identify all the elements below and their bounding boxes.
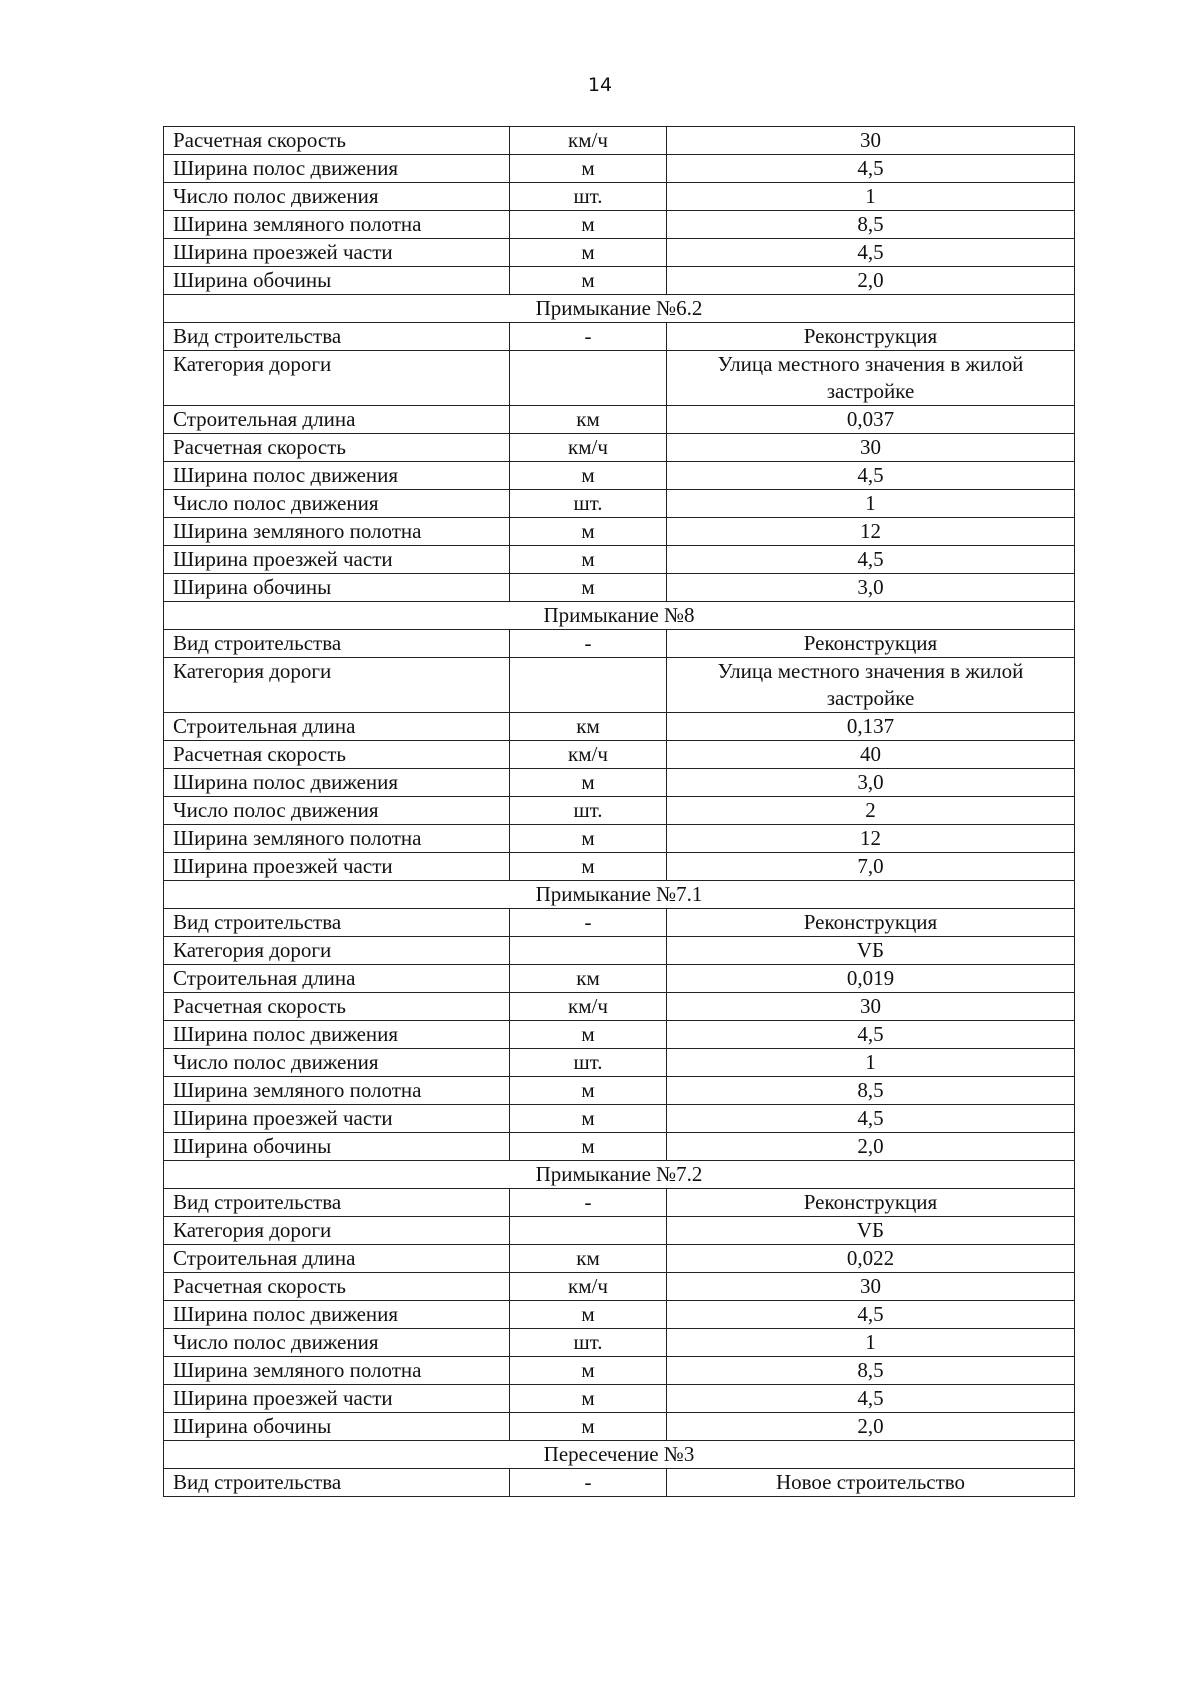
value-cell: 4,5: [667, 1021, 1075, 1049]
unit-cell: км/ч: [510, 127, 667, 155]
unit-cell: м: [510, 1301, 667, 1329]
value-cell: 1: [667, 1049, 1075, 1077]
value-cell: 30: [667, 127, 1075, 155]
table-row: [164, 1357, 1075, 1385]
value-cell: 2,0: [667, 1413, 1075, 1441]
table-row: [164, 239, 1075, 267]
parameter-cell: Расчетная скорость: [164, 127, 510, 155]
unit-cell: км: [510, 1245, 667, 1273]
table-row: [164, 658, 1075, 713]
table-row: [164, 965, 1075, 993]
value-cell: Улица местного значения в жилой застройке: [667, 351, 1075, 406]
section-header-row: [164, 881, 1075, 909]
value-cell: 4,5: [667, 1105, 1075, 1133]
parameter-cell: Расчетная скорость: [164, 434, 510, 462]
value-cell: Улица местного значения в жилой застройке: [667, 658, 1075, 713]
parameter-cell: Число полос движения: [164, 1049, 510, 1077]
unit-cell: -: [510, 909, 667, 937]
table-row: [164, 713, 1075, 741]
unit-cell: м: [510, 769, 667, 797]
table-row: [164, 1301, 1075, 1329]
table-row: [164, 993, 1075, 1021]
unit-cell: км/ч: [510, 434, 667, 462]
unit-cell: шт.: [510, 1329, 667, 1357]
parameter-cell: Ширина земляного полотна: [164, 1077, 510, 1105]
parameter-cell: Строительная длина: [164, 713, 510, 741]
section-header-row: [164, 602, 1075, 630]
table-row: [164, 1413, 1075, 1441]
parameter-cell: Строительная длина: [164, 965, 510, 993]
table-row: [164, 490, 1075, 518]
parameter-cell: Ширина полос движения: [164, 769, 510, 797]
table-row: [164, 1385, 1075, 1413]
value-cell: 40: [667, 741, 1075, 769]
table-row: [164, 183, 1075, 211]
unit-cell: шт.: [510, 1049, 667, 1077]
value-cell: Новое строительство: [667, 1469, 1075, 1497]
unit-cell: м: [510, 211, 667, 239]
section-title: Пересечение №3: [164, 1441, 1075, 1469]
value-cell: 8,5: [667, 211, 1075, 239]
unit-cell: км: [510, 406, 667, 434]
parameter-cell: Ширина полос движения: [164, 1021, 510, 1049]
table-row: [164, 462, 1075, 490]
parameter-cell: Расчетная скорость: [164, 741, 510, 769]
value-cell: 12: [667, 825, 1075, 853]
unit-cell: [510, 351, 667, 406]
value-cell: 1: [667, 183, 1075, 211]
value-cell: 8,5: [667, 1077, 1075, 1105]
table-row: [164, 1469, 1075, 1497]
unit-cell: м: [510, 462, 667, 490]
table-row: [164, 1133, 1075, 1161]
parameter-cell: Ширина земляного полотна: [164, 1357, 510, 1385]
parameter-cell: Ширина проезжей части: [164, 1385, 510, 1413]
unit-cell: м: [510, 1021, 667, 1049]
parameter-cell: Вид строительства: [164, 1469, 510, 1497]
table-row: [164, 434, 1075, 462]
parameter-cell: Расчетная скорость: [164, 993, 510, 1021]
value-cell: 0,019: [667, 965, 1075, 993]
table-row: [164, 518, 1075, 546]
unit-cell: [510, 1217, 667, 1245]
table-body: [164, 127, 1075, 1497]
unit-cell: м: [510, 574, 667, 602]
page-number: 14: [587, 74, 613, 96]
unit-cell: [510, 937, 667, 965]
unit-cell: м: [510, 155, 667, 183]
value-cell: 0,137: [667, 713, 1075, 741]
unit-cell: -: [510, 630, 667, 658]
parameter-cell: Ширина полос движения: [164, 155, 510, 183]
value-cell: 4,5: [667, 1385, 1075, 1413]
unit-cell: км/ч: [510, 741, 667, 769]
parameter-cell: Вид строительства: [164, 630, 510, 658]
unit-cell: -: [510, 323, 667, 351]
parameter-cell: Вид строительства: [164, 909, 510, 937]
table-row: [164, 211, 1075, 239]
table-row: [164, 1077, 1075, 1105]
table-row: [164, 825, 1075, 853]
parameter-cell: Ширина проезжей части: [164, 853, 510, 881]
unit-cell: км: [510, 965, 667, 993]
parameter-cell: Число полос движения: [164, 490, 510, 518]
parameter-cell: Число полос движения: [164, 1329, 510, 1357]
unit-cell: -: [510, 1469, 667, 1497]
parameter-cell: Категория дороги: [164, 1217, 510, 1245]
parameter-cell: Вид строительства: [164, 1189, 510, 1217]
parameter-cell: Ширина земляного полотна: [164, 825, 510, 853]
unit-cell: км/ч: [510, 993, 667, 1021]
parameter-cell: Строительная длина: [164, 406, 510, 434]
table-row: [164, 909, 1075, 937]
table-row: [164, 267, 1075, 295]
section-title: Примыкание №7.2: [164, 1161, 1075, 1189]
unit-cell: м: [510, 239, 667, 267]
value-cell: 30: [667, 434, 1075, 462]
parameter-cell: Ширина проезжей части: [164, 1105, 510, 1133]
value-cell: 4,5: [667, 462, 1075, 490]
unit-cell: м: [510, 267, 667, 295]
value-cell: 4,5: [667, 155, 1075, 183]
table-row: [164, 853, 1075, 881]
parameter-cell: Ширина обочины: [164, 574, 510, 602]
table-row: [164, 1329, 1075, 1357]
parameter-cell: Ширина полос движения: [164, 1301, 510, 1329]
table-row: [164, 1021, 1075, 1049]
value-cell: 4,5: [667, 239, 1075, 267]
value-cell: Реконструкция: [667, 1189, 1075, 1217]
unit-cell: м: [510, 1385, 667, 1413]
parameter-cell: Категория дороги: [164, 351, 510, 406]
value-cell: Реконструкция: [667, 909, 1075, 937]
parameter-cell: Ширина обочины: [164, 267, 510, 295]
value-cell: 1: [667, 490, 1075, 518]
parameter-cell: Ширина обочины: [164, 1133, 510, 1161]
section-title: Примыкание №7.1: [164, 881, 1075, 909]
unit-cell: м: [510, 853, 667, 881]
table-row: [164, 127, 1075, 155]
table-row: [164, 546, 1075, 574]
parameter-cell: Ширина земляного полотна: [164, 518, 510, 546]
unit-cell: м: [510, 825, 667, 853]
section-header-row: [164, 1161, 1075, 1189]
parameter-cell: Расчетная скорость: [164, 1273, 510, 1301]
value-cell: 2,0: [667, 267, 1075, 295]
table-row: [164, 351, 1075, 406]
parameter-cell: Ширина обочины: [164, 1413, 510, 1441]
value-cell: 0,037: [667, 406, 1075, 434]
value-cell: 30: [667, 1273, 1075, 1301]
parameter-cell: Вид строительства: [164, 323, 510, 351]
unit-cell: м: [510, 1105, 667, 1133]
value-cell: VБ: [667, 937, 1075, 965]
table-row: [164, 1217, 1075, 1245]
unit-cell: шт.: [510, 183, 667, 211]
table-row: [164, 937, 1075, 965]
parameter-cell: Ширина проезжей части: [164, 546, 510, 574]
unit-cell: км/ч: [510, 1273, 667, 1301]
parameter-cell: Категория дороги: [164, 937, 510, 965]
value-cell: 8,5: [667, 1357, 1075, 1385]
parameter-cell: Ширина полос движения: [164, 462, 510, 490]
road-parameters-table: [163, 126, 1075, 1497]
unit-cell: м: [510, 1133, 667, 1161]
value-cell: 3,0: [667, 574, 1075, 602]
section-title: Примыкание №6.2: [164, 295, 1075, 323]
parameter-cell: Число полос движения: [164, 797, 510, 825]
table-row: [164, 1105, 1075, 1133]
value-cell: 7,0: [667, 853, 1075, 881]
unit-cell: м: [510, 518, 667, 546]
parameter-cell: Строительная длина: [164, 1245, 510, 1273]
parameter-cell: Ширина проезжей части: [164, 239, 510, 267]
table-row: [164, 1049, 1075, 1077]
value-cell: 30: [667, 993, 1075, 1021]
unit-cell: м: [510, 546, 667, 574]
table-row: [164, 1245, 1075, 1273]
table-row: [164, 406, 1075, 434]
value-cell: 2: [667, 797, 1075, 825]
value-cell: 0,022: [667, 1245, 1075, 1273]
unit-cell: м: [510, 1413, 667, 1441]
unit-cell: [510, 658, 667, 713]
table-row: [164, 769, 1075, 797]
table-row: [164, 741, 1075, 769]
section-header-row: [164, 295, 1075, 323]
value-cell: VБ: [667, 1217, 1075, 1245]
value-cell: 4,5: [667, 546, 1075, 574]
table-row: [164, 155, 1075, 183]
parameter-cell: Категория дороги: [164, 658, 510, 713]
value-cell: 4,5: [667, 1301, 1075, 1329]
table-row: [164, 630, 1075, 658]
table-row: [164, 574, 1075, 602]
table-row: [164, 797, 1075, 825]
unit-cell: шт.: [510, 797, 667, 825]
unit-cell: км: [510, 713, 667, 741]
value-cell: Реконструкция: [667, 630, 1075, 658]
value-cell: 2,0: [667, 1133, 1075, 1161]
parameter-cell: Ширина земляного полотна: [164, 211, 510, 239]
unit-cell: м: [510, 1077, 667, 1105]
table-row: [164, 323, 1075, 351]
table-row: [164, 1273, 1075, 1301]
value-cell: Реконструкция: [667, 323, 1075, 351]
value-cell: 1: [667, 1329, 1075, 1357]
value-cell: 12: [667, 518, 1075, 546]
unit-cell: м: [510, 1357, 667, 1385]
unit-cell: -: [510, 1189, 667, 1217]
value-cell: 3,0: [667, 769, 1075, 797]
table-row: [164, 1189, 1075, 1217]
section-header-row: [164, 1441, 1075, 1469]
section-title: Примыкание №8: [164, 602, 1075, 630]
parameter-cell: Число полос движения: [164, 183, 510, 211]
unit-cell: шт.: [510, 490, 667, 518]
